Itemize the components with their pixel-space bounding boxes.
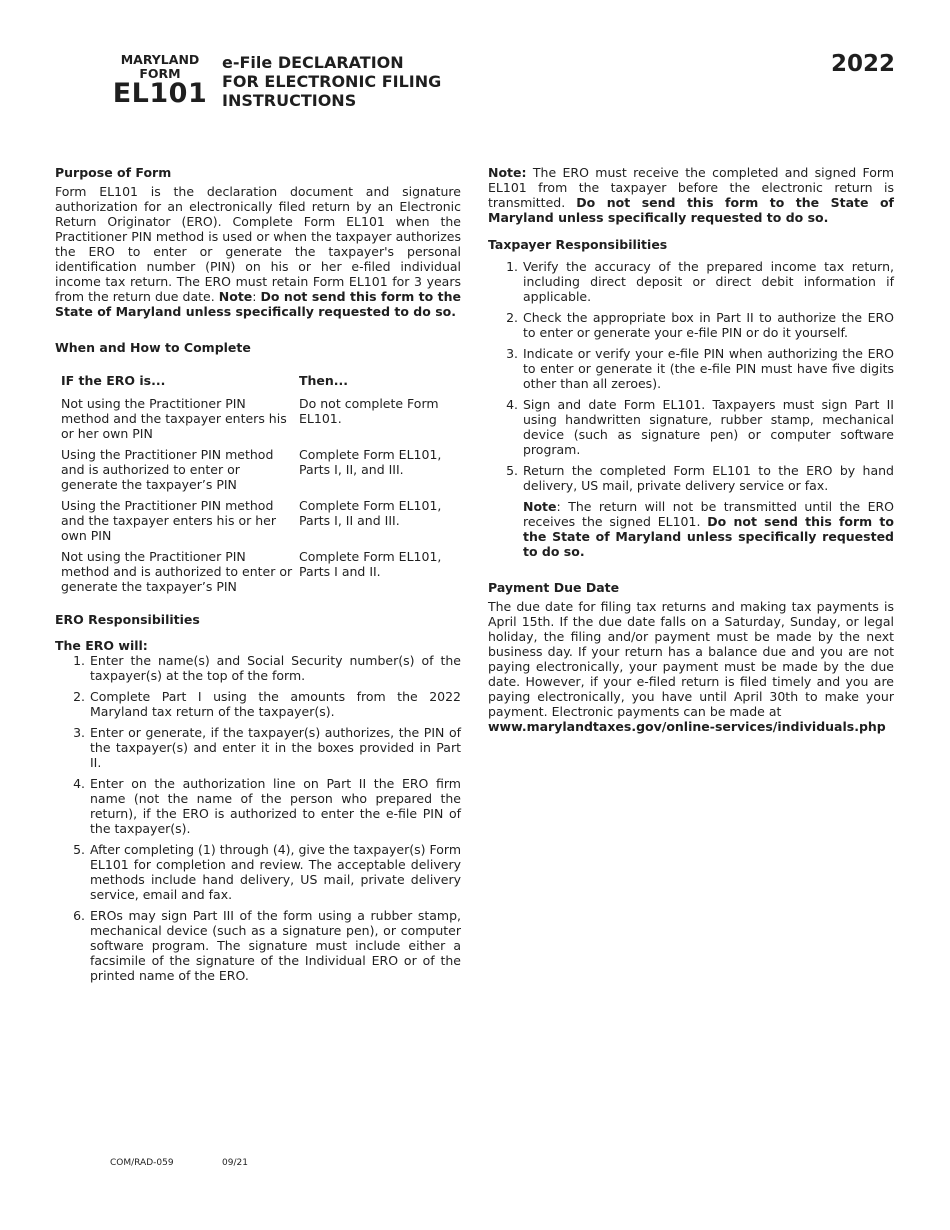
taxpayer-note-text: : The return will not be transmitted until the ERO receives the signed EL101. (523, 499, 894, 529)
row-if: Not using the Practitioner PIN method and is authorized to enter or generate the taxpayer’s PIN (61, 549, 293, 594)
left-column (55, 165, 461, 989)
table-row (55, 447, 461, 498)
condition-table (55, 373, 461, 600)
ero-list (55, 653, 461, 983)
revision-date: 09/21 (222, 1158, 248, 1168)
item-number: 3. (73, 725, 85, 740)
item-number: 5. (73, 842, 85, 857)
list-item (55, 908, 461, 983)
list-item (488, 397, 894, 457)
when-heading: When and How to Complete (55, 340, 251, 355)
tax-year: 2022 (830, 51, 895, 77)
taxpayer-heading: Taxpayer Responsibilities (488, 237, 668, 252)
payment-body: The due date for filing tax returns and making tax payments is April 15th. If the due date falls on a Saturday, Sunday, or legal holiday, the filing and/or payment must be made by the next business day. If your return has a balance due and you are not paying electronically, your payment must be made by the due date. However, if your e-filed return is filed timely and you are paying electronically, you have until April 30th to make your payment. Electronic payments can be made at (488, 599, 894, 719)
ero-heading: ERO Responsibilities (55, 612, 200, 627)
item-number: 1. (73, 653, 85, 668)
item-number: 5. (506, 463, 518, 478)
list-item (55, 689, 461, 719)
row-if: Not using the Practitioner PIN method and the taxpayer enters his or her own PIN (61, 396, 287, 441)
purpose-note-label: Note (218, 289, 253, 304)
row-then: Complete Form EL101, Parts I and II. (299, 549, 442, 579)
item-number: 2. (506, 310, 518, 325)
list-item (488, 346, 894, 391)
list-item (55, 725, 461, 770)
form-code: COM/RAD-059 (110, 1158, 174, 1168)
transmit-note-text: The ERO must receive the completed and signed Form EL101 from the taxpayer before the electronic return is transmitted. (488, 165, 894, 210)
col-then-header: Then... (299, 373, 349, 388)
item-text: After completing (1) through (4), give the taxpayer(s) Form EL101 for completion and review. The acceptable delivery methods include hand delivery, US mail, private delivery service, email and fax. (90, 842, 461, 902)
item-text: Sign and date Form EL101. Taxpayers must sign Part II using handwritten signature, rubber stamp, mechanical device (such as signature pen) or computer software program. (523, 397, 894, 457)
item-text: Complete Part I using the amounts from the 2022 Maryland tax return of the taxpayer(s). (90, 689, 461, 719)
form-title-line: e-File DECLARATION (222, 53, 404, 72)
item-number: 2. (73, 689, 85, 704)
item-text: Enter or generate, if the taxpayer(s) authorizes, the PIN of the taxpayer(s) and enter it in the boxes provided in Part II. (90, 725, 461, 770)
taxpayer-list (488, 259, 894, 493)
list-item (488, 310, 894, 340)
row-then: Complete Form EL101, Parts I, II and III. (299, 498, 442, 528)
purpose-text: Form EL101 is the declaration document and signature authorization for an electronically filed return by an Electronic Return Originator (ERO). Complete Form EL101 when the Practitioner PIN method is used or when the taxpayer authorizes the ERO to enter or generate the taxpayer's personal identification number (PIN) on his or her e-filed individual income tax return. The ERO must retain Form EL101 for 3 years from the return due date. (55, 184, 461, 304)
transmit-note-label: Note: (488, 165, 527, 180)
item-text: Check the appropriate box in Part II to authorize the ERO to enter or generate your e-file PIN or do it yourself. (523, 310, 894, 340)
list-item (55, 653, 461, 683)
item-number: 1. (506, 259, 518, 274)
transmit-note-bold: Do not send this form to the State of Maryland unless specifically requested to do so. (488, 195, 894, 225)
row-if: Using the Practitioner PIN method and is authorized to enter or generate the taxpayer’s PIN (61, 447, 274, 492)
list-item (488, 259, 894, 304)
item-text: Indicate or verify your e-file PIN when authorizing the ERO to enter or generate it (the e-file PIN must have five digits other than all zeroes). (523, 346, 894, 391)
taxpayer-note-label: Note (523, 499, 557, 514)
transmit-note (488, 165, 894, 225)
item-text: Verify the accuracy of the prepared income tax return, including direct deposit or direct debit information if applicable. (523, 259, 894, 304)
table-row (55, 396, 461, 447)
form-title-line: FOR ELECTRONIC FILING (222, 72, 442, 91)
taxpayer-note (488, 499, 894, 559)
payment-heading: Payment Due Date (488, 580, 620, 595)
table-row (55, 498, 461, 549)
list-item (55, 776, 461, 836)
table-row (55, 549, 461, 600)
ero-subheading: The ERO will: (55, 638, 148, 653)
item-text: Enter the name(s) and Social Security number(s) of the taxpayer(s) at the top of the form. (90, 653, 461, 683)
form-word-label: FORM (139, 66, 181, 81)
payment-url-link[interactable]: www.marylandtaxes.gov/online-services/individuals.php (488, 719, 886, 734)
item-number: 6. (73, 908, 85, 923)
table-header-row (55, 373, 461, 396)
purpose-note-sep: : (252, 289, 261, 304)
row-then: Do not complete Form EL101. (299, 396, 439, 426)
item-text: EROs may sign Part III of the form using a rubber stamp, mechanical device (such as a signature pen), or computer software program. The signature must include either a facsimile of the signature of the Individual ERO or of the printed name of the ERO. (90, 908, 461, 983)
row-then: Complete Form EL101, Parts I, II, and III. (299, 447, 442, 477)
form-number: EL101 (112, 78, 208, 109)
row-if: Using the Practitioner PIN method and the taxpayer enters his or her own PIN (61, 498, 276, 543)
item-text: Enter on the authorization line on Part II the ERO firm name (not the name of the person who prepared the return), if the ERO is authorized to enter the e-file PIN of the taxpayer(s). (90, 776, 461, 836)
purpose-body (55, 184, 461, 319)
list-item (488, 463, 894, 493)
right-column (488, 165, 894, 734)
item-number: 4. (73, 776, 85, 791)
form-title-line: INSTRUCTIONS (222, 91, 357, 110)
item-number: 4. (506, 397, 518, 412)
form-state-label: MARYLAND (120, 52, 200, 67)
purpose-heading: Purpose of Form (55, 165, 172, 180)
item-text: Return the completed Form EL101 to the ERO by hand delivery, US mail, private delivery service or fax. (523, 463, 894, 493)
col-if-header: IF the ERO is... (61, 373, 166, 388)
taxpayer-note-bold: Do not send this form to the State of Maryland unless specifically requested to do so. (523, 514, 895, 559)
purpose-note-text: Do not send this form to the State of Maryland unless specifically requested to do so. (55, 289, 461, 319)
item-number: 3. (506, 346, 518, 361)
list-item (55, 842, 461, 902)
form-title (222, 53, 441, 110)
